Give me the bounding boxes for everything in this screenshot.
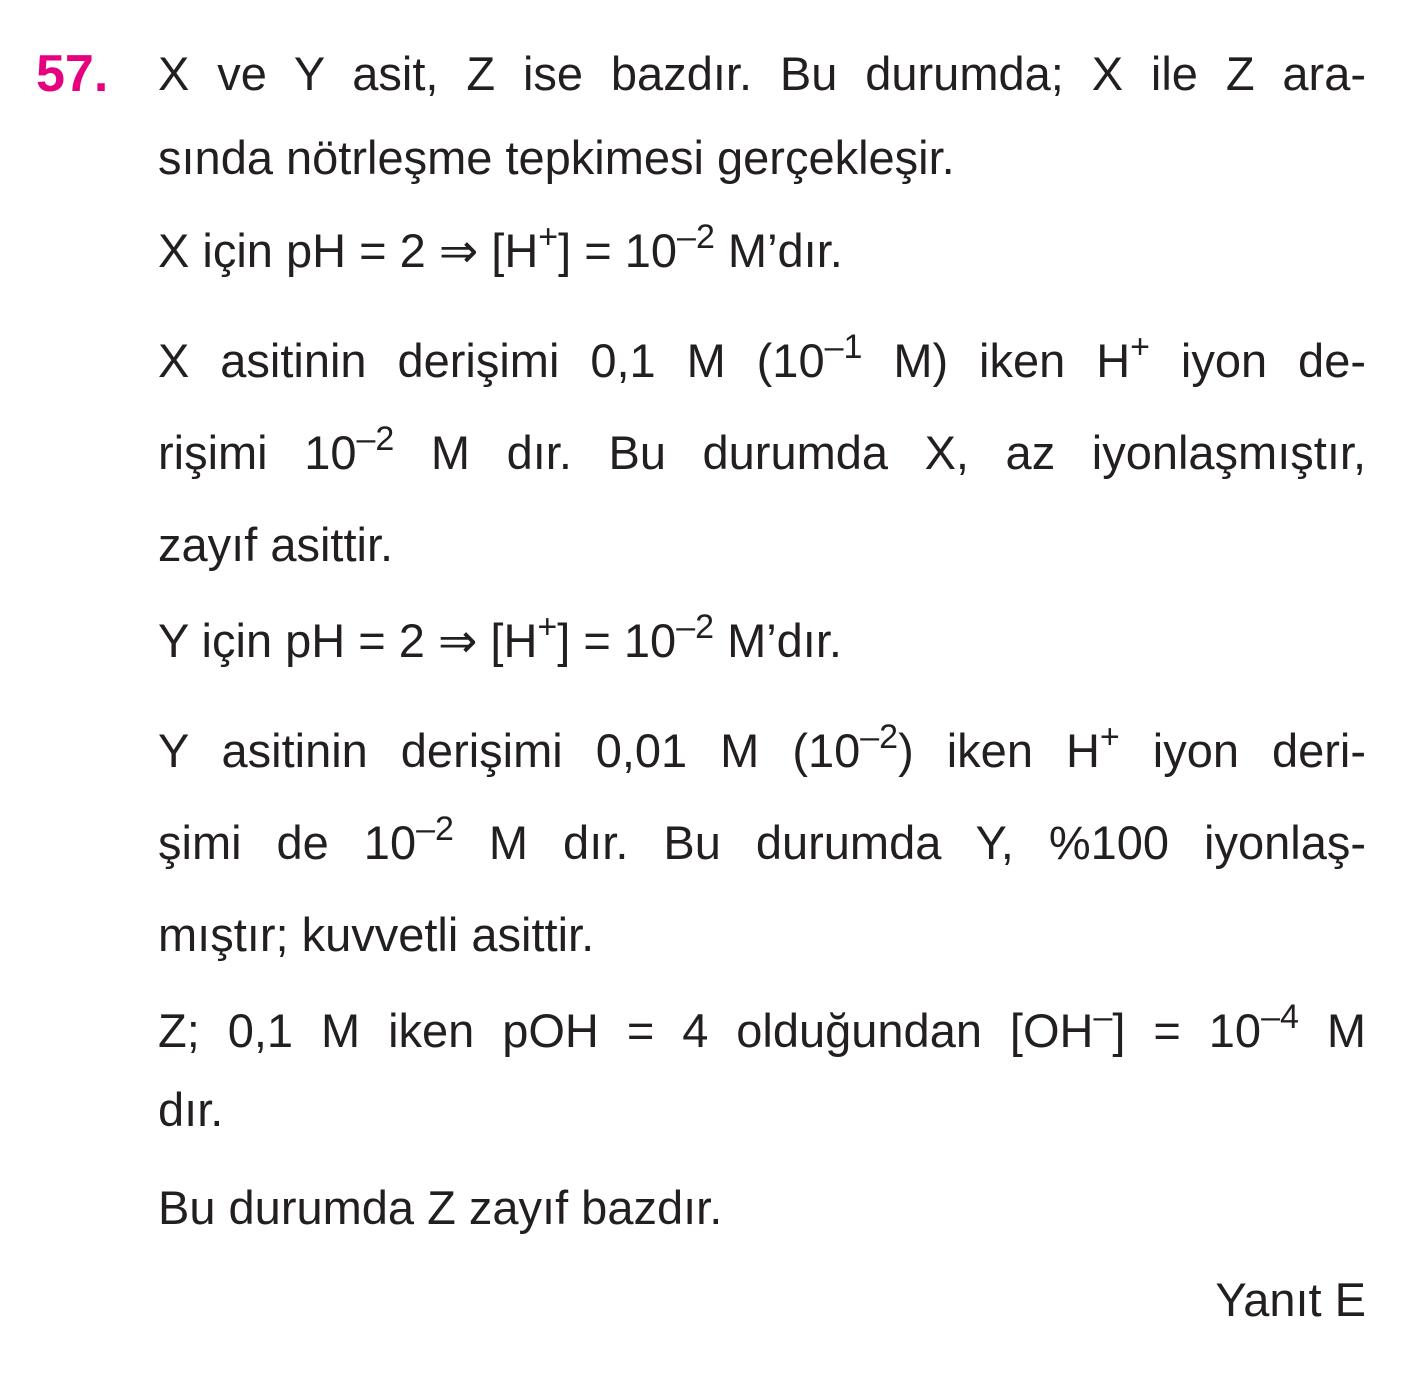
superscript: + (1130, 328, 1150, 367)
text-line-9 (158, 811, 1366, 875)
text-segment: ] = 10 (557, 614, 677, 667)
superscript: –2 (676, 608, 715, 647)
text-line-13: Bu durumda Z zayıf bazdır. (158, 1181, 723, 1234)
answer-label: Yanıt E (1215, 1273, 1366, 1326)
text-segment: X asitinin derişimi 0,1 M (10 (158, 334, 825, 387)
text-line-6: zayıf asittir. (158, 518, 394, 571)
text-line-4 (158, 329, 1366, 393)
text-segment: M’dır. (714, 614, 842, 667)
superscript: – (1093, 998, 1113, 1037)
text-line-7 (158, 609, 842, 673)
superscript: –2 (416, 810, 454, 849)
text-segment: ] = 10 (558, 224, 678, 277)
text-segment: iyon deri- (1119, 724, 1367, 777)
text-segment: şimi de 10 (158, 816, 417, 869)
text-line-2: sında nötrleşme tepkimesi gerçekleşir. (158, 131, 955, 184)
text-segment: Y için pH = 2 ⇒ [H (158, 614, 538, 667)
text-line-1: X ve Y asit, Z ise bazdır. Bu durumda; X ile Z ara- (158, 47, 1366, 100)
superscript: + (538, 218, 559, 257)
question-number: 57. (36, 45, 109, 103)
text-segment: M) iken H (862, 334, 1131, 387)
text-line-5 (158, 421, 1366, 485)
text-segment: ] = 10 (1112, 1004, 1262, 1057)
superscript: –2 (860, 718, 899, 757)
text-line-10: mıştır; kuvvetli asittir. (158, 908, 595, 961)
text-line-3 (158, 219, 843, 283)
text-segment: M dır. Bu durumda X, az iyonlaşmıştır, (394, 426, 1367, 479)
superscript: –2 (356, 420, 395, 459)
text-segment: M dır. Bu durumda Y, %100 iyonlaş- (453, 816, 1366, 869)
text-segment: M’dır. (714, 224, 843, 277)
text-segment: Y asitinin derişimi 0,01 M (10 (158, 724, 861, 777)
text-segment: ) iken H (898, 724, 1100, 777)
text-segment: iyon de- (1150, 334, 1366, 387)
superscript: –4 (1261, 998, 1299, 1037)
superscript: –1 (824, 328, 863, 367)
superscript: –2 (677, 218, 715, 257)
text-segment: M (1298, 1004, 1366, 1057)
text-line-11 (158, 999, 1366, 1063)
text-line-8 (158, 719, 1366, 783)
text-line-12: dır. (158, 1083, 224, 1136)
superscript: + (537, 608, 558, 647)
text-segment: X için pH = 2 ⇒ [H (158, 224, 539, 277)
text-segment: rişimi 10 (158, 426, 357, 479)
text-segment: Z; 0,1 M iken pOH = 4 olduğundan [OH (158, 1004, 1094, 1057)
superscript: + (1099, 718, 1120, 757)
